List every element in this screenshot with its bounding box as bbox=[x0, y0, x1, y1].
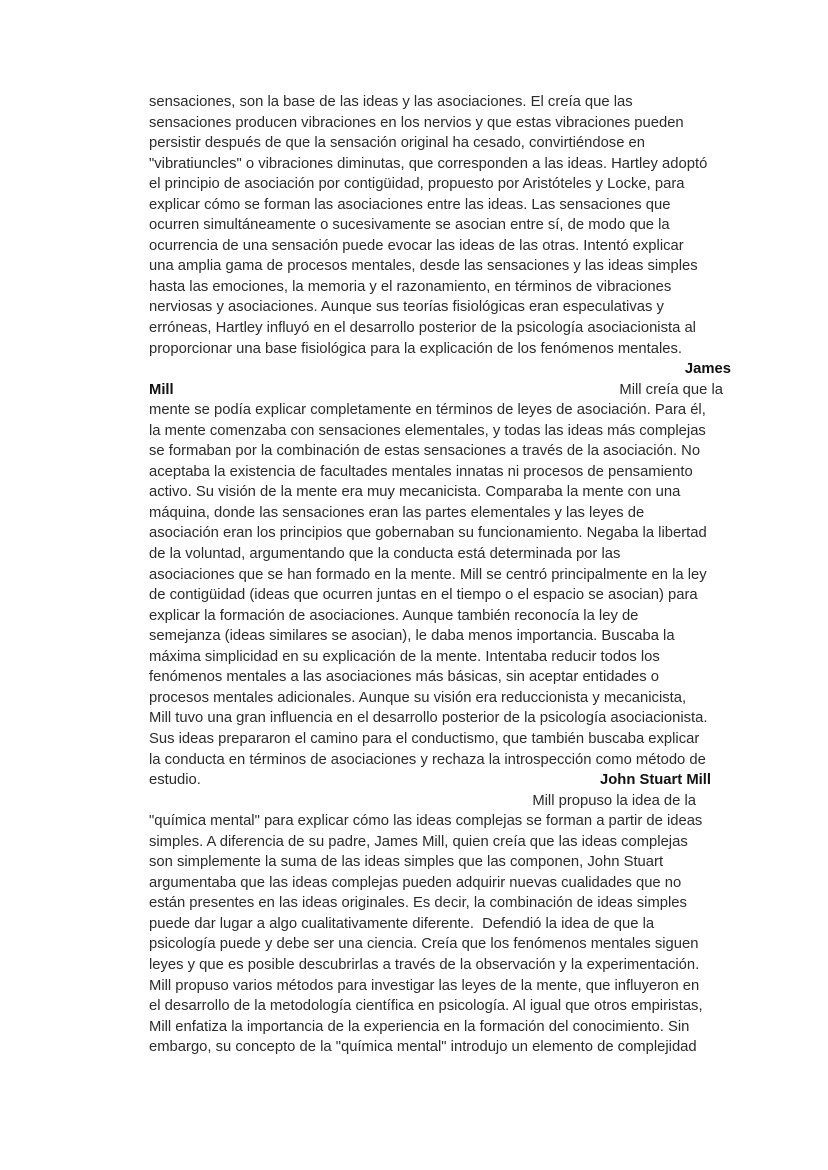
text-line bbox=[149, 92, 738, 113]
body-text: persistir después de que la sensación original ha cesado, convirtiéndose en bbox=[149, 135, 646, 152]
text-line bbox=[149, 339, 738, 360]
body-text: argumentaba que las ideas complejas pueden adquirir nuevas cualidades que no bbox=[149, 874, 682, 891]
body-text: sensaciones producen vibraciones en los nervios y que estas vibraciones pueden bbox=[149, 114, 684, 131]
body-text: aceptaba la existencia de facultades mentales innatas ni procesos de pensamiento bbox=[149, 463, 693, 480]
text-line bbox=[149, 667, 738, 688]
text-line bbox=[149, 996, 738, 1017]
text-line bbox=[149, 113, 738, 134]
body-text: de la voluntad, argumentando que la conducta está determinada por las bbox=[149, 546, 621, 563]
text-line bbox=[149, 462, 738, 483]
text-line bbox=[149, 277, 738, 298]
text-line bbox=[149, 647, 738, 668]
text-line bbox=[149, 914, 738, 935]
body-text: ocurren simultáneamente o sucesivamente se asocian entre sí, de modo que la bbox=[149, 217, 670, 234]
text-line bbox=[149, 852, 738, 873]
section-heading: John Stuart Mill bbox=[600, 772, 711, 789]
body-text: mente se podía explicar completamente en términos de leyes de asociación. Para él, bbox=[149, 402, 706, 419]
body-text: la mente comenzaba con sensaciones elementales, y todas las ideas más complejas bbox=[149, 422, 706, 439]
body-text: nerviosas y asociaciones. Aunque sus teorías fisiológicas eran especulativas y bbox=[149, 299, 664, 316]
text-line bbox=[149, 976, 738, 997]
body-text: Mill propuso varios métodos para investigar las leyes de la mente, que influyeron en bbox=[149, 977, 700, 994]
text-line bbox=[149, 215, 738, 236]
body-text: ocurrencia de una sensación puede evocar las ideas de las otras. Intentó explicar bbox=[149, 237, 684, 254]
text-line bbox=[149, 380, 738, 401]
body-text: procesos mentales adicionales. Aunque su visión era reduccionista y mecanicista, bbox=[149, 689, 687, 706]
body-text: una amplia gama de procesos mentales, desde las sensaciones y las ideas simples bbox=[149, 258, 698, 275]
section-heading: Mill bbox=[149, 381, 174, 398]
body-text: fenómenos mentales a las asociaciones más básicas, sin aceptar entidades o bbox=[149, 669, 659, 686]
text-line bbox=[149, 400, 738, 421]
body-text: psicología puede y debe ser una ciencia. Creía que los fenómenos mentales siguen bbox=[149, 936, 699, 953]
text-line bbox=[149, 482, 738, 503]
body-text: Mill tuvo una gran influencia en el desarrollo posterior de la psicología asociacionista. bbox=[149, 710, 708, 727]
text-line bbox=[149, 359, 738, 380]
text-line bbox=[149, 606, 738, 627]
body-text: son simplemente la suma de las ideas simples que las componen, John Stuart bbox=[149, 854, 664, 871]
body-text: proporcionar una base fisiológica para la explicación de los fenómenos mentales. bbox=[149, 340, 683, 357]
text-line bbox=[149, 750, 738, 771]
text-line bbox=[149, 770, 738, 791]
body-text: están presentes en las ideas originales. Es decir, la combinación de ideas simples bbox=[149, 895, 687, 912]
body-text: asociación eran los principios que gobernaban su funcionamiento. Negaba la libertad bbox=[149, 525, 707, 542]
body-text: activo. Su visión de la mente era muy mecanicista. Comparaba la mente con una bbox=[149, 484, 681, 501]
body-text: Mill creía que la bbox=[619, 381, 723, 398]
text-line bbox=[149, 1017, 738, 1038]
body-text: máxima simplicidad en su explicación de la mente. Intentaba reducir todos los bbox=[149, 648, 660, 665]
section-heading: James bbox=[684, 361, 731, 378]
body-text: leyes y que es posible descubrirlas a través de la observación y la experimentación. bbox=[149, 956, 700, 973]
text-line bbox=[149, 811, 738, 832]
text-line bbox=[149, 133, 738, 154]
body-text: explicar la formación de asociaciones. Aunque también reconocía la ley de bbox=[149, 607, 639, 624]
text-line bbox=[149, 1037, 738, 1058]
body-text: el desarrollo de la metodología científica en psicología. Al igual que otros empiristas, bbox=[149, 998, 703, 1015]
document-text-body bbox=[149, 92, 738, 1058]
text-line bbox=[149, 688, 738, 709]
body-text: Mill enfatiza la importancia de la experiencia en la formación del conocimiento. Sin bbox=[149, 1018, 690, 1035]
body-text: "química mental" para explicar cómo las ideas complejas se forman a partir de ideas bbox=[149, 813, 703, 830]
body-text: de contigüidad (ideas que ocurren juntas en el tiempo o el espacio se asocian) para bbox=[149, 587, 698, 604]
body-text: simples. A diferencia de su padre, James Mill, quien creía que las ideas complejas bbox=[149, 833, 688, 850]
text-line bbox=[149, 791, 738, 812]
text-line bbox=[149, 729, 738, 750]
body-text: máquina, donde las sensaciones eran las partes elementales y las leyes de bbox=[149, 504, 645, 521]
body-text: puede dar lugar a algo cualitativamente diferente. Defendió la idea de que la bbox=[149, 915, 655, 932]
text-line bbox=[149, 544, 738, 565]
text-line bbox=[149, 441, 738, 462]
text-line bbox=[149, 708, 738, 729]
body-text: el principio de asociación por contigüidad, propuesto por Aristóteles y Locke, para bbox=[149, 176, 685, 193]
text-line bbox=[149, 256, 738, 277]
text-line bbox=[149, 832, 738, 853]
body-text: embargo, su concepto de la "química mental" introdujo un elemento de complejidad bbox=[149, 1039, 697, 1056]
text-line bbox=[149, 174, 738, 195]
text-line bbox=[149, 195, 738, 216]
body-text: Sus ideas prepararon el camino para el conductismo, que también buscaba explicar bbox=[149, 730, 700, 747]
text-line bbox=[149, 523, 738, 544]
text-line bbox=[149, 318, 738, 339]
body-text: hasta las emociones, la memoria y el razonamiento, en términos de vibraciones bbox=[149, 278, 672, 295]
text-line bbox=[149, 565, 738, 586]
body-text: erróneas, Hartley influyó en el desarrollo posterior de la psicología asociacionista al bbox=[149, 320, 696, 337]
text-line bbox=[149, 503, 738, 524]
body-text: asociaciones que se han formado en la mente. Mill se centró principalmente en la ley bbox=[149, 566, 707, 583]
body-text: Mill propuso la idea de la bbox=[532, 792, 696, 809]
text-line bbox=[149, 893, 738, 914]
body-text: la conducta en términos de asociaciones y rechaza la introspección como método de bbox=[149, 751, 706, 768]
text-line bbox=[149, 236, 738, 257]
body-text: semejanza (ideas similares se asocian), le daba menos importancia. Buscaba la bbox=[149, 628, 675, 645]
text-line bbox=[149, 297, 738, 318]
text-line bbox=[149, 585, 738, 606]
text-line bbox=[149, 421, 738, 442]
body-text: sensaciones, son la base de las ideas y las asociaciones. El creía que las bbox=[149, 94, 633, 110]
body-text: explicar cómo se forman las asociaciones entre las ideas. Las sensaciones que bbox=[149, 196, 671, 213]
text-line bbox=[149, 873, 738, 894]
text-line bbox=[149, 626, 738, 647]
text-line bbox=[149, 955, 738, 976]
body-text: estudio. bbox=[149, 772, 201, 789]
body-text: se formaban por la combinación de estas sensaciones a través de la asociación. No bbox=[149, 443, 701, 460]
text-line bbox=[149, 934, 738, 955]
body-text: "vibratiuncles" o vibraciones diminutas, que corresponden a las ideas. Hartley adoptó bbox=[149, 155, 708, 172]
text-line bbox=[149, 154, 738, 175]
